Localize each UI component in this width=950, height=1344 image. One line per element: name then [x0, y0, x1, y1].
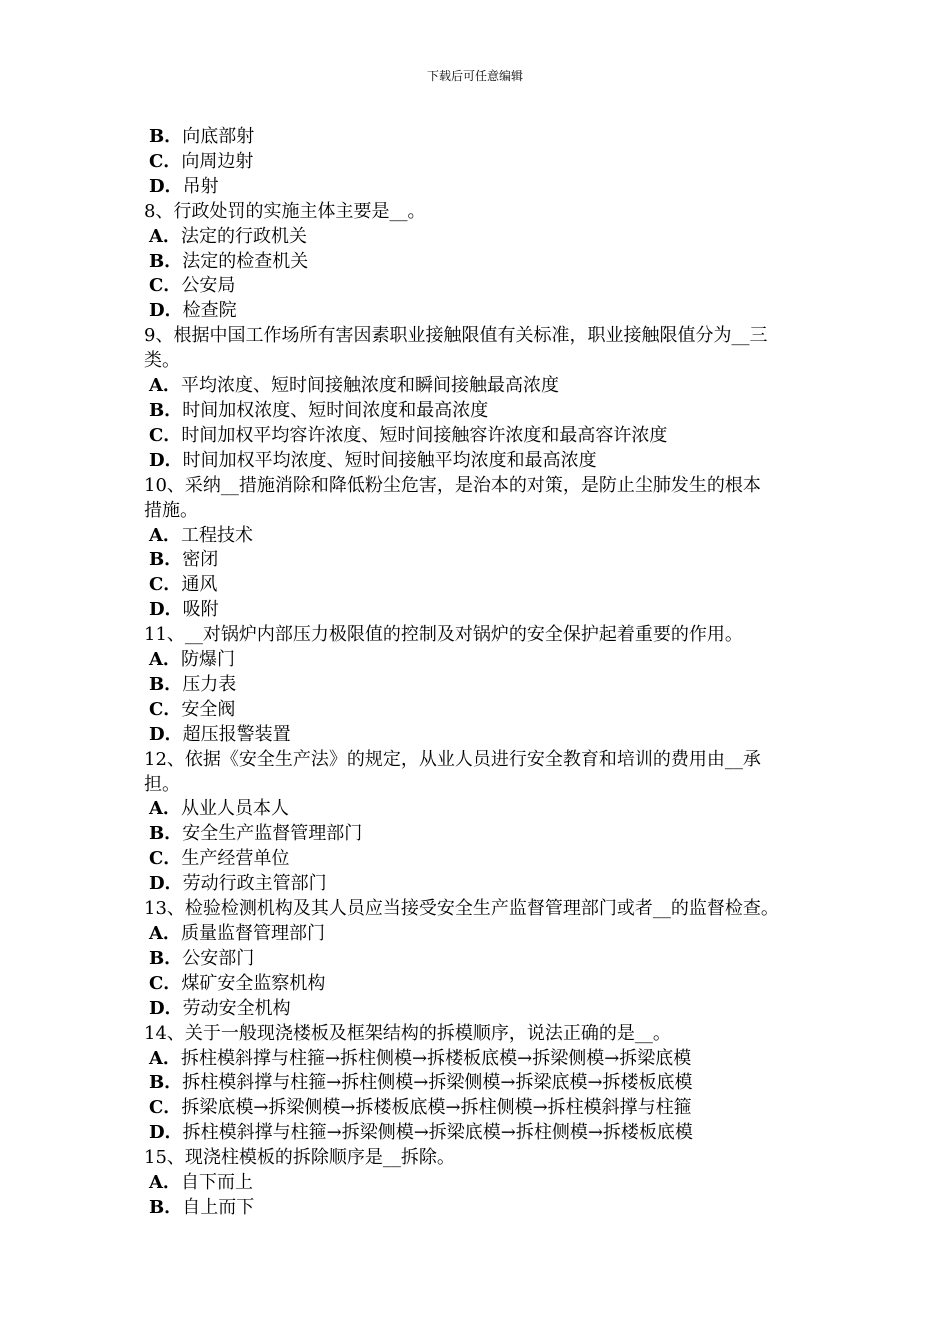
answer-option — [144, 150, 810, 175]
option-text: 时间加权浓度、短时间浓度和最高浓度 — [182, 399, 489, 421]
answer-option — [144, 872, 810, 897]
answer-option — [144, 548, 810, 573]
option-letter: D． — [149, 300, 183, 322]
option-text: 向周边射 — [181, 150, 254, 172]
option-text: 公安局 — [181, 275, 236, 297]
option-text: 安全阀 — [181, 698, 236, 720]
question-text: 13、检验检测机构及其人员应当接受安全生产监督管理部门或者__的监督检查。 — [144, 898, 779, 920]
option-text: 吸附 — [182, 599, 219, 621]
option-text: 密闭 — [182, 549, 219, 571]
option-letter: D． — [149, 175, 183, 197]
option-letter: A． — [149, 923, 181, 944]
option-text: 劳动安全机构 — [182, 997, 291, 1019]
option-text: 劳动行政主管部门 — [182, 873, 327, 895]
answer-option — [144, 573, 810, 598]
option-letter: B． — [149, 1196, 183, 1218]
page-header: 下载后可任意编辑 — [426, 69, 523, 83]
option-text: 检查院 — [182, 300, 237, 322]
option-text: 煤矿安全监察机构 — [181, 972, 326, 994]
question-list — [144, 125, 810, 1221]
option-text: 拆柱模斜撑与柱箍→拆柱侧模→拆楼板底模→拆梁侧模→拆梁底模 — [180, 1047, 692, 1069]
option-letter: B． — [149, 823, 183, 845]
option-text: 拆柱模斜撑与柱箍→拆柱侧模→拆梁侧模→拆梁底模→拆楼板底模 — [182, 1072, 693, 1094]
answer-option — [144, 399, 810, 424]
option-text: 拆梁底模→拆梁侧模→拆楼板底模→拆柱侧模→拆柱模斜撑与柱箍 — [181, 1097, 692, 1119]
answer-option — [144, 723, 810, 748]
option-text: 超压报警装置 — [182, 723, 291, 745]
answer-option — [144, 1196, 810, 1221]
answer-option — [144, 1096, 810, 1121]
answer-option — [144, 972, 810, 997]
question-text: 15、现浇柱模板的拆除顺序是__拆除。 — [144, 1147, 455, 1169]
option-text: 质量监督管理部门 — [180, 923, 325, 944]
option-letter: D． — [149, 723, 183, 745]
option-letter: C． — [149, 275, 182, 297]
option-letter: D． — [149, 873, 183, 895]
option-letter: B． — [149, 673, 183, 695]
option-letter: A． — [149, 225, 181, 247]
option-text: 自下而上 — [180, 1172, 253, 1194]
answer-option — [144, 922, 810, 947]
answer-option — [144, 598, 810, 623]
answer-option — [144, 299, 810, 324]
option-letter: D． — [149, 997, 183, 1019]
option-letter: C． — [149, 424, 182, 446]
answer-option — [144, 374, 810, 399]
option-letter: B． — [149, 549, 183, 571]
answer-option — [144, 797, 810, 822]
question-text: 9、根据中国工作场所有害因素职业接触限值有关标准，职业接触限值分为__三 — [144, 325, 768, 347]
option-letter: C． — [149, 972, 182, 994]
option-text: 工程技术 — [180, 524, 253, 546]
answer-option — [144, 1171, 810, 1196]
answer-option — [144, 1121, 810, 1146]
option-text: 时间加权平均浓度、短时间接触平均浓度和最高浓度 — [182, 449, 597, 471]
option-letter: A． — [149, 1047, 181, 1069]
option-text: 从业人员本人 — [180, 798, 289, 820]
answer-option — [144, 524, 810, 549]
option-text: 安全生产监督管理部门 — [182, 823, 363, 845]
option-letter: D． — [149, 449, 183, 471]
option-letter: A． — [149, 798, 181, 820]
option-text: 公安部门 — [182, 947, 255, 969]
answer-option — [144, 1047, 810, 1072]
option-text: 法定的检查机关 — [182, 250, 309, 272]
option-text: 吊射 — [182, 175, 219, 197]
option-text: 通风 — [181, 574, 218, 596]
option-text: 法定的行政机关 — [180, 225, 307, 247]
option-letter: C． — [149, 1097, 182, 1119]
answer-option — [144, 698, 810, 723]
option-letter: C． — [149, 698, 182, 720]
question-text: 措施。 — [144, 499, 198, 521]
option-letter: D． — [149, 1122, 183, 1144]
question-text: 类。 — [144, 350, 180, 372]
option-letter: A． — [149, 375, 181, 397]
question-text: 8、行政处罚的实施主体主要是__。 — [144, 200, 426, 222]
option-letter: D． — [149, 599, 183, 621]
answer-option — [144, 847, 810, 872]
option-text: 向底部射 — [182, 126, 255, 147]
question-text: 担。 — [144, 773, 180, 795]
option-letter: B． — [149, 126, 183, 147]
answer-option — [144, 673, 810, 698]
option-text: 生产经营单位 — [181, 848, 290, 870]
answer-option — [144, 424, 810, 449]
option-letter: A． — [149, 649, 181, 671]
option-letter: B． — [149, 1072, 183, 1094]
option-text: 防爆门 — [180, 649, 235, 671]
option-letter: C． — [149, 150, 182, 172]
answer-option — [144, 997, 810, 1022]
option-letter: A． — [149, 524, 181, 546]
option-letter: B． — [149, 399, 183, 421]
option-letter: B． — [149, 250, 183, 272]
option-letter: B． — [149, 947, 183, 969]
answer-option — [144, 274, 810, 299]
answer-option — [144, 449, 810, 474]
answer-option — [144, 648, 810, 673]
answer-option — [144, 1071, 810, 1096]
option-letter: A． — [149, 1172, 181, 1194]
question-text: 12、依据《安全生产法》的规定，从业人员进行安全教育和培训的费用由__承 — [144, 748, 761, 770]
option-text: 时间加权平均容许浓度、短时间接触容许浓度和最高容许浓度 — [181, 424, 668, 446]
option-text: 压力表 — [182, 673, 237, 695]
answer-option — [144, 125, 810, 150]
answer-option — [144, 947, 810, 972]
option-letter: C． — [149, 848, 182, 870]
option-text: 自上而下 — [182, 1196, 255, 1218]
question-text: 11、__对锅炉内部压力极限值的控制及对锅炉的安全保护起着重要的作用。 — [144, 624, 743, 646]
question-text: 14、关于一般现浇楼板及框架结构的拆模顺序，说法正确的是__。 — [144, 1022, 671, 1044]
question-text: 10、采纳__措施消除和降低粉尘危害，是治本的对策，是防止尘肺发生的根本 — [144, 474, 761, 496]
option-text: 拆柱模斜撑与柱箍→拆梁侧模→拆梁底模→拆柱侧模→拆楼板底模 — [182, 1122, 693, 1144]
answer-option — [144, 175, 810, 200]
answer-option — [144, 822, 810, 847]
answer-option — [144, 225, 810, 250]
option-letter: C． — [149, 574, 182, 596]
option-text: 平均浓度、短时间接触浓度和瞬间接触最高浓度 — [180, 375, 559, 397]
answer-option — [144, 250, 810, 275]
